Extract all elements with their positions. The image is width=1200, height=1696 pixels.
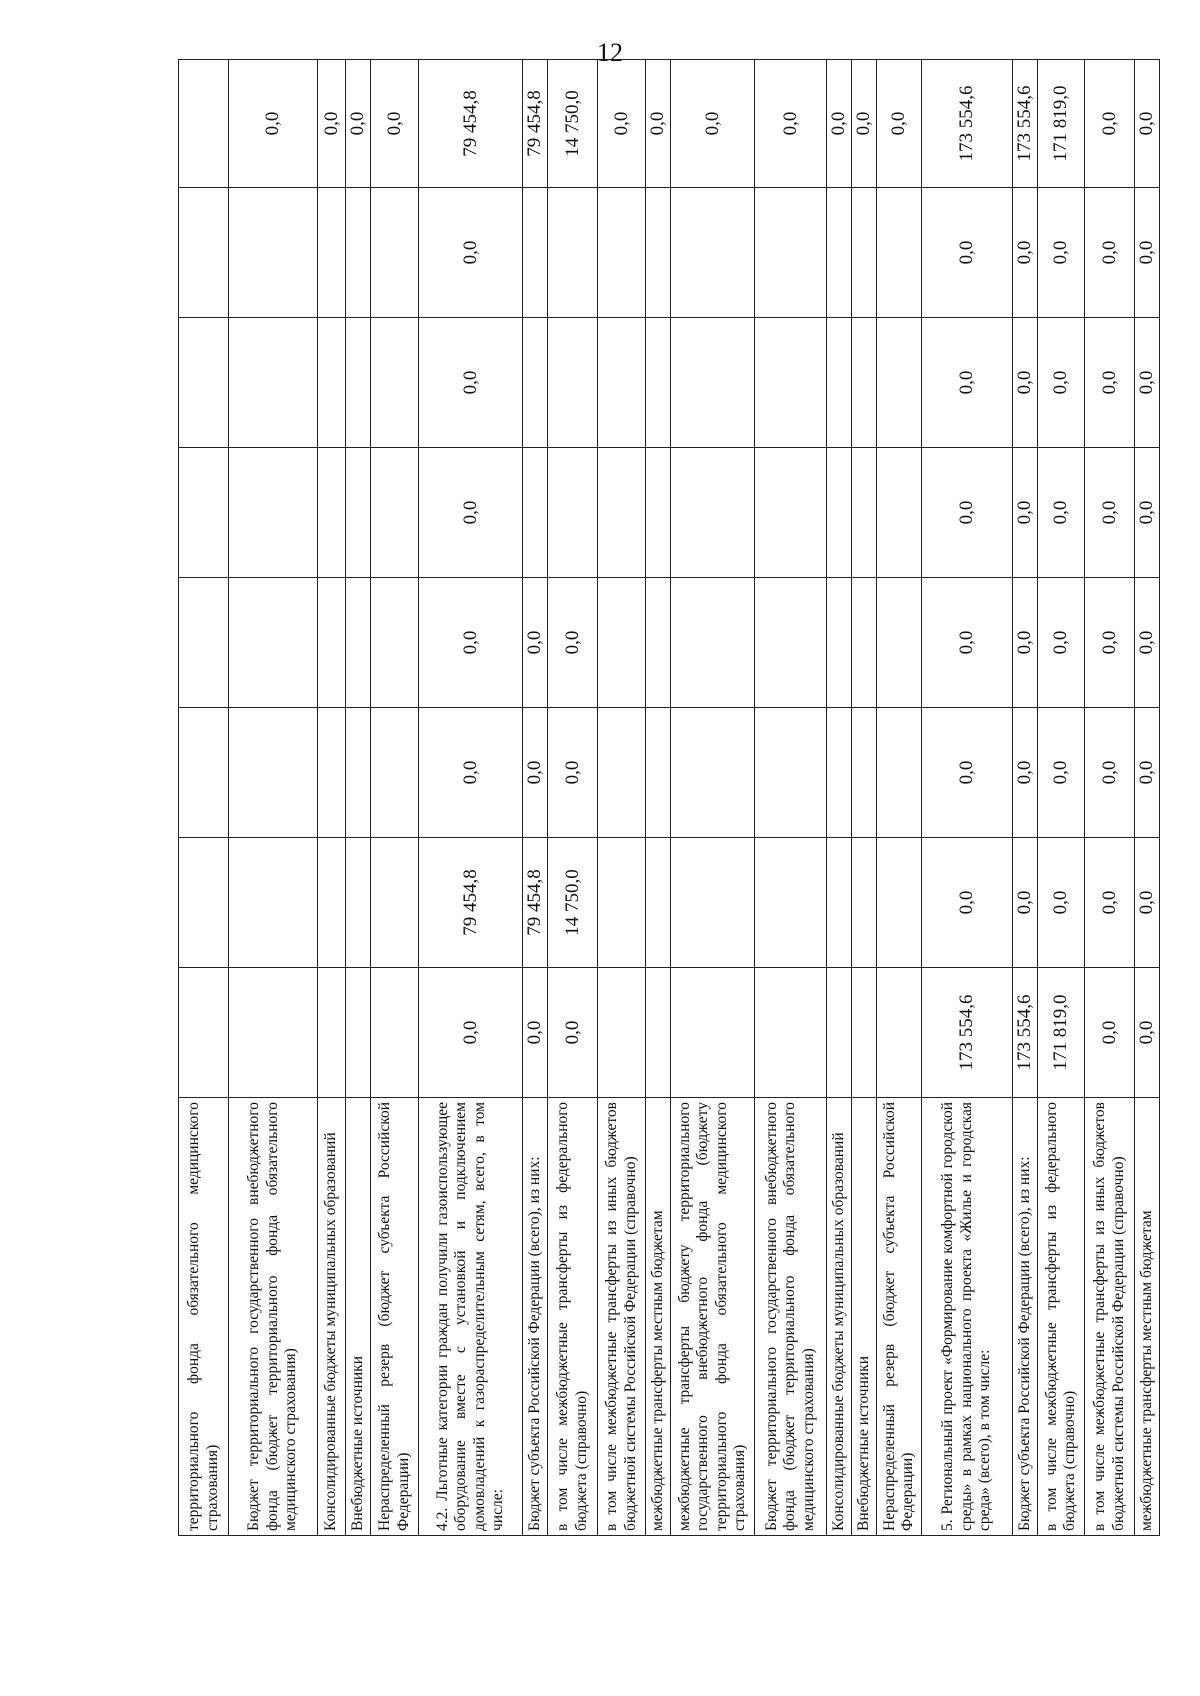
value-cell bbox=[877, 188, 922, 318]
value-cell bbox=[179, 448, 229, 578]
row-label: 4.2. Льготные категории граждан получили газоиспользующее оборудование вместе с установкой и подключением домовладений к газораспределительным сетям, всего, в том числе: bbox=[419, 1098, 523, 1536]
value-cell bbox=[646, 188, 671, 318]
value-cell bbox=[827, 708, 852, 838]
value-cell: 0,0 bbox=[419, 448, 523, 578]
value-cell: 0,0 bbox=[755, 60, 827, 188]
value-cell: 0,0 bbox=[1038, 188, 1085, 318]
value-cell bbox=[346, 448, 371, 578]
value-cell: 0,0 bbox=[1038, 838, 1085, 968]
value-cell bbox=[598, 968, 646, 1098]
value-cell bbox=[671, 968, 755, 1098]
value-cell bbox=[827, 578, 852, 708]
value-cell bbox=[852, 838, 877, 968]
value-cell bbox=[646, 708, 671, 838]
value-cell bbox=[598, 578, 646, 708]
value-cell: 0,0 bbox=[548, 708, 598, 838]
value-cell bbox=[229, 448, 318, 578]
value-cell bbox=[318, 838, 346, 968]
value-cell: 0,0 bbox=[922, 838, 1013, 968]
value-cell: 0,0 bbox=[1038, 448, 1085, 578]
value-cell: 0,0 bbox=[229, 60, 318, 188]
rotated-table-wrapper bbox=[178, 85, 1157, 1536]
value-cell: 0,0 bbox=[548, 968, 598, 1098]
table-row bbox=[1135, 60, 1160, 1536]
table-row bbox=[827, 60, 852, 1536]
value-cell bbox=[671, 708, 755, 838]
value-cell bbox=[877, 318, 922, 448]
value-cell bbox=[827, 318, 852, 448]
value-cell bbox=[229, 318, 318, 448]
table-row bbox=[877, 60, 922, 1536]
row-label: Бюджет субъекта Российской Федерации (всего), из них: bbox=[1013, 1098, 1038, 1536]
value-cell: 0,0 bbox=[1085, 448, 1135, 578]
value-cell bbox=[755, 968, 827, 1098]
value-cell bbox=[598, 318, 646, 448]
value-cell bbox=[671, 838, 755, 968]
value-cell bbox=[371, 188, 419, 318]
value-cell bbox=[852, 188, 877, 318]
value-cell bbox=[179, 60, 229, 188]
value-cell bbox=[755, 708, 827, 838]
value-cell: 0,0 bbox=[419, 968, 523, 1098]
value-cell bbox=[179, 318, 229, 448]
value-cell bbox=[371, 708, 419, 838]
value-cell bbox=[548, 188, 598, 318]
value-cell: 0,0 bbox=[1085, 708, 1135, 838]
value-cell: 0,0 bbox=[922, 318, 1013, 448]
value-cell: 0,0 bbox=[1135, 188, 1160, 318]
value-cell: 0,0 bbox=[922, 188, 1013, 318]
value-cell bbox=[598, 838, 646, 968]
value-cell bbox=[318, 968, 346, 1098]
table-row bbox=[1038, 60, 1085, 1536]
value-cell bbox=[548, 318, 598, 448]
value-cell: 0,0 bbox=[1038, 578, 1085, 708]
value-cell bbox=[179, 188, 229, 318]
value-cell bbox=[346, 188, 371, 318]
table-row bbox=[229, 60, 318, 1536]
value-cell: 0,0 bbox=[371, 60, 419, 188]
value-cell: 79 454,8 bbox=[523, 60, 548, 188]
value-cell: 0,0 bbox=[1038, 318, 1085, 448]
value-cell: 0,0 bbox=[922, 448, 1013, 578]
value-cell: 0,0 bbox=[671, 60, 755, 188]
value-cell bbox=[827, 838, 852, 968]
value-cell bbox=[523, 188, 548, 318]
value-cell bbox=[318, 708, 346, 838]
row-label: территориального фонда обязательного медицинского страхования) bbox=[179, 1098, 229, 1536]
row-label: в том числе межбюджетные трансферты из федерального бюджета (справочно) bbox=[1038, 1098, 1085, 1536]
value-cell bbox=[646, 968, 671, 1098]
table-row bbox=[646, 60, 671, 1536]
row-label: межбюджетные трансферты местным бюджетам bbox=[1135, 1098, 1160, 1536]
table-row bbox=[1085, 60, 1135, 1536]
table-row bbox=[755, 60, 827, 1536]
value-cell: 171 819,0 bbox=[1038, 968, 1085, 1098]
value-cell bbox=[852, 708, 877, 838]
value-cell bbox=[671, 188, 755, 318]
table-row bbox=[346, 60, 371, 1536]
value-cell bbox=[346, 838, 371, 968]
row-label: межбюджетные трансферты местным бюджетам bbox=[646, 1098, 671, 1536]
value-cell bbox=[229, 838, 318, 968]
value-cell bbox=[229, 188, 318, 318]
table-row bbox=[598, 60, 646, 1536]
value-cell: 0,0 bbox=[1085, 578, 1135, 708]
value-cell: 0,0 bbox=[548, 578, 598, 708]
value-cell bbox=[318, 188, 346, 318]
value-cell bbox=[755, 188, 827, 318]
row-label: в том числе межбюджетные трансферты из иных бюджетов бюджетной системы Российской Федерации (справочно) bbox=[598, 1098, 646, 1536]
value-cell: 0,0 bbox=[1013, 708, 1038, 838]
table-row bbox=[922, 60, 1013, 1536]
value-cell: 0,0 bbox=[1135, 318, 1160, 448]
value-cell: 0,0 bbox=[852, 60, 877, 188]
value-cell: 0,0 bbox=[1085, 60, 1135, 188]
value-cell: 0,0 bbox=[1013, 318, 1038, 448]
value-cell: 0,0 bbox=[419, 188, 523, 318]
table-row bbox=[1013, 60, 1038, 1536]
table-row bbox=[179, 60, 229, 1536]
value-cell: 0,0 bbox=[1135, 708, 1160, 838]
value-cell: 0,0 bbox=[1013, 838, 1038, 968]
value-cell: 14 750,0 bbox=[548, 838, 598, 968]
value-cell bbox=[646, 838, 671, 968]
value-cell bbox=[229, 578, 318, 708]
row-label: Нераспределенный резерв (бюджет субъекта Российской Федерации) bbox=[877, 1098, 922, 1536]
value-cell bbox=[318, 448, 346, 578]
value-cell: 14 750,0 bbox=[548, 60, 598, 188]
value-cell: 0,0 bbox=[1135, 578, 1160, 708]
row-label: Внебюджетные источники bbox=[852, 1098, 877, 1536]
value-cell bbox=[523, 318, 548, 448]
row-label: Консолидированные бюджеты муниципальных образований bbox=[318, 1098, 346, 1536]
value-cell bbox=[548, 448, 598, 578]
value-cell bbox=[179, 578, 229, 708]
row-label: Консолидированные бюджеты муниципальных образований bbox=[827, 1098, 852, 1536]
value-cell: 79 454,8 bbox=[419, 838, 523, 968]
row-label: в том числе межбюджетные трансферты из иных бюджетов бюджетной системы Российской Федерации (справочно) bbox=[1085, 1098, 1135, 1536]
value-cell: 0,0 bbox=[1135, 448, 1160, 578]
value-cell bbox=[371, 318, 419, 448]
row-label: Бюджет территориального государственного внебюджетного фонда (бюджет территориального фонда обязательного медицинского страхования) bbox=[755, 1098, 827, 1536]
value-cell bbox=[755, 448, 827, 578]
value-cell: 79 454,8 bbox=[523, 838, 548, 968]
value-cell: 173 554,6 bbox=[922, 968, 1013, 1098]
value-cell bbox=[852, 578, 877, 708]
value-cell bbox=[646, 578, 671, 708]
value-cell bbox=[346, 578, 371, 708]
value-cell bbox=[371, 968, 419, 1098]
row-label: Внебюджетные источники bbox=[346, 1098, 371, 1536]
value-cell bbox=[229, 968, 318, 1098]
value-cell bbox=[877, 578, 922, 708]
table-row bbox=[548, 60, 598, 1536]
value-cell bbox=[671, 578, 755, 708]
value-cell: 0,0 bbox=[346, 60, 371, 188]
value-cell: 0,0 bbox=[646, 60, 671, 188]
value-cell bbox=[318, 318, 346, 448]
value-cell bbox=[827, 968, 852, 1098]
value-cell bbox=[598, 708, 646, 838]
value-cell bbox=[179, 708, 229, 838]
row-label: Бюджет территориального государственного внебюджетного фонда (бюджет территориального фонда обязательного медицинского страхования) bbox=[229, 1098, 318, 1536]
value-cell bbox=[346, 708, 371, 838]
value-cell bbox=[755, 318, 827, 448]
table-row bbox=[419, 60, 523, 1536]
value-cell bbox=[179, 838, 229, 968]
row-label: Бюджет субъекта Российской Федерации (всего), из них: bbox=[523, 1098, 548, 1536]
value-cell bbox=[646, 318, 671, 448]
table-row bbox=[318, 60, 346, 1536]
value-cell: 0,0 bbox=[922, 708, 1013, 838]
value-cell: 0,0 bbox=[922, 578, 1013, 708]
value-cell bbox=[755, 838, 827, 968]
value-cell: 0,0 bbox=[419, 318, 523, 448]
value-cell: 173 554,6 bbox=[1013, 60, 1038, 188]
row-label: 5. Региональный проект «Формирование комфортной городской среды» в рамках национального проекта «Жилье и городская среда» (всего), в том числе: bbox=[922, 1098, 1013, 1536]
table-row bbox=[671, 60, 755, 1536]
value-cell bbox=[598, 448, 646, 578]
value-cell bbox=[827, 188, 852, 318]
page-number: 12 bbox=[597, 38, 623, 67]
value-cell bbox=[852, 318, 877, 448]
value-cell: 0,0 bbox=[877, 60, 922, 188]
value-cell bbox=[877, 708, 922, 838]
value-cell bbox=[371, 838, 419, 968]
value-cell: 0,0 bbox=[318, 60, 346, 188]
value-cell bbox=[646, 448, 671, 578]
value-cell: 0,0 bbox=[1135, 968, 1160, 1098]
value-cell: 173 554,6 bbox=[1013, 968, 1038, 1098]
value-cell bbox=[598, 188, 646, 318]
value-cell: 0,0 bbox=[419, 578, 523, 708]
value-cell: 0,0 bbox=[523, 968, 548, 1098]
value-cell bbox=[371, 578, 419, 708]
value-cell: 0,0 bbox=[1085, 188, 1135, 318]
value-cell bbox=[318, 578, 346, 708]
value-cell: 0,0 bbox=[1135, 60, 1160, 188]
table-row bbox=[852, 60, 877, 1536]
budget-table bbox=[178, 59, 1160, 1536]
value-cell bbox=[671, 318, 755, 448]
value-cell bbox=[229, 708, 318, 838]
value-cell: 0,0 bbox=[1085, 838, 1135, 968]
value-cell: 0,0 bbox=[523, 708, 548, 838]
value-cell: 0,0 bbox=[419, 708, 523, 838]
table-row bbox=[371, 60, 419, 1536]
value-cell bbox=[877, 448, 922, 578]
value-cell bbox=[346, 318, 371, 448]
row-label: Нераспределенный резерв (бюджет субъекта Российской Федерации) bbox=[371, 1098, 419, 1536]
value-cell: 171 819,0 bbox=[1038, 60, 1085, 188]
table-row bbox=[523, 60, 548, 1536]
value-cell: 0,0 bbox=[523, 578, 548, 708]
value-cell bbox=[877, 838, 922, 968]
value-cell: 0,0 bbox=[1085, 968, 1135, 1098]
value-cell bbox=[671, 448, 755, 578]
value-cell bbox=[179, 968, 229, 1098]
value-cell: 0,0 bbox=[1038, 708, 1085, 838]
value-cell: 0,0 bbox=[1013, 188, 1038, 318]
value-cell bbox=[877, 968, 922, 1098]
value-cell bbox=[852, 448, 877, 578]
value-cell bbox=[755, 578, 827, 708]
value-cell: 0,0 bbox=[1085, 318, 1135, 448]
value-cell: 79 454,8 bbox=[419, 60, 523, 188]
row-label: межбюджетные трансферты бюджету территориального государственного внебюджетного фонда (бюджету территориального фонда обязательного медицинского страхования) bbox=[671, 1098, 755, 1536]
row-label: в том числе межбюджетные трансферты из федерального бюджета (справочно) bbox=[548, 1098, 598, 1536]
value-cell: 0,0 bbox=[598, 60, 646, 188]
value-cell bbox=[346, 968, 371, 1098]
value-cell: 0,0 bbox=[1135, 838, 1160, 968]
value-cell bbox=[827, 448, 852, 578]
value-cell: 0,0 bbox=[1013, 578, 1038, 708]
value-cell: 0,0 bbox=[827, 60, 852, 188]
value-cell bbox=[371, 448, 419, 578]
value-cell: 0,0 bbox=[1013, 448, 1038, 578]
value-cell: 173 554,6 bbox=[922, 60, 1013, 188]
value-cell bbox=[852, 968, 877, 1098]
value-cell bbox=[523, 448, 548, 578]
